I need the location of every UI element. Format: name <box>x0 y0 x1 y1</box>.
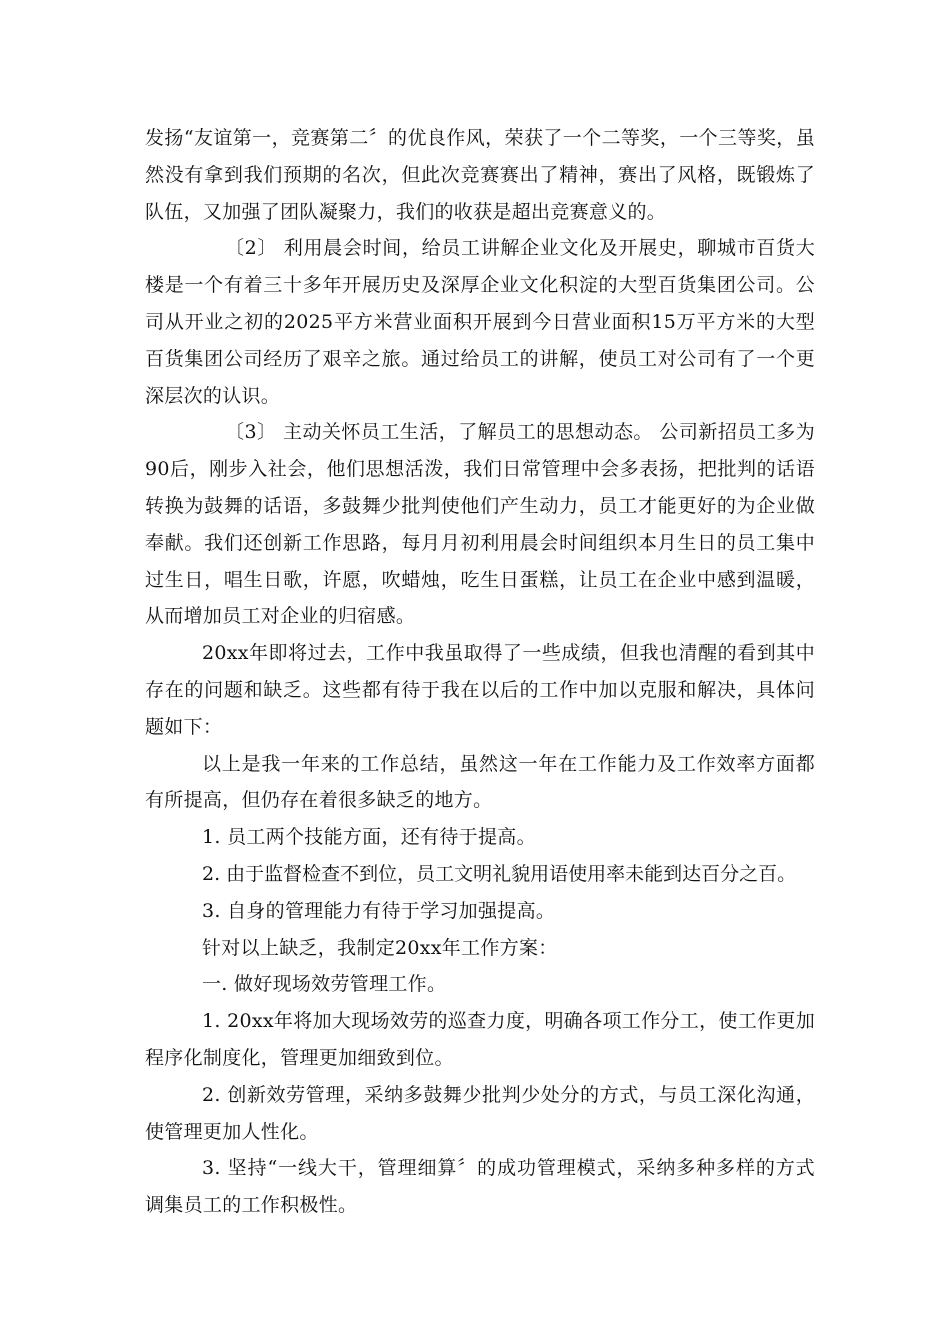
paragraph-summary: 以上是我一年来的工作总结，虽然这一年在工作能力及工作效率方面都有所提高，但仍存在着很多缺乏的地方。 <box>145 752 815 812</box>
paragraph-item-2: 〔2〕 利用晨会时间，给员工讲解企业文化及开展史，聊城市百货大楼是一个有着三十多年开展历史及深厚企业文化积淀的大型百货集团公司。公司从开业之初的2025平方米营业面积开展到今日营业面积15万平方米的大型百货集团公司经历了艰辛之旅。通过给员工的讲解，使员工对公司有了一个更深层次的认识。 <box>145 237 815 407</box>
paragraph-plan-intro: 针对以上缺乏，我制定20xx年工作方案： <box>202 936 558 959</box>
document-body <box>145 120 815 1224</box>
list-item-problem-2: 2. 由于监督检查不到位，员工文明礼貌用语使用率未能到达百分之百。 <box>202 862 797 885</box>
list-item-plan-2: 2. 创新效劳管理，采纳多鼓舞少批判少处分的方式，与员工深化沟通，使管理更加人性化。 <box>145 1083 815 1143</box>
list-item-problem-3: 3. 自身的管理能力有待于学习加强提高。 <box>202 899 556 922</box>
paragraph-continuation: 发扬“友谊第一，竞赛第二〞的优良作风，荣获了一个二等奖，一个三等奖，虽然没有拿到我们预期的名次，但此次竞赛赛出了精神，赛出了风格，既锻炼了队伍，又加强了团队凝聚力，我们的收获是超出竞赛意义的。 <box>145 127 815 223</box>
list-item-plan-3: 3. 坚持“一线大干，管理细算〞的成功管理模式，采纳多种多样的方式调集员工的工作积极性。 <box>145 1157 815 1217</box>
list-item-plan-1: 1. 20xx年将加大现场效劳的巡查力度，明确各项工作分工，使工作更加程序化制度化，管理更加细致到位。 <box>145 1010 815 1069</box>
list-item-problem-1: 1. 员工两个技能方面，还有待于提高。 <box>202 826 536 849</box>
section-heading-one: 一. 做好现场效劳管理工作。 <box>202 973 447 996</box>
paragraph-item-3: 〔3〕 主动关怀员工生活，了解员工的思想动态。 公司新招员工多为90后，刚步入社会，他们思想活泼，我们日常管理中会多表扬，把批判的话语转换为鼓舞的话语，多鼓舞少批判使他们产生动力，员工才能更好的为企业做奉献。我们还创新工作思路，每月月初利用晨会时间组织本月生日的员工集中过生日，唱生日歌，许愿，吹蜡烛，吃生日蛋糕，让员工在企业中感到温暖，从而增加员工对企业的归宿感。 <box>145 421 815 628</box>
paragraph-problems-intro: 20xx年即将过去，工作中我虽取得了一些成绩，但我也清醒的看到其中存在的问题和缺乏。这些都有待于我在以后的工作中加以克服和解决，具体问题如下： <box>145 642 815 738</box>
